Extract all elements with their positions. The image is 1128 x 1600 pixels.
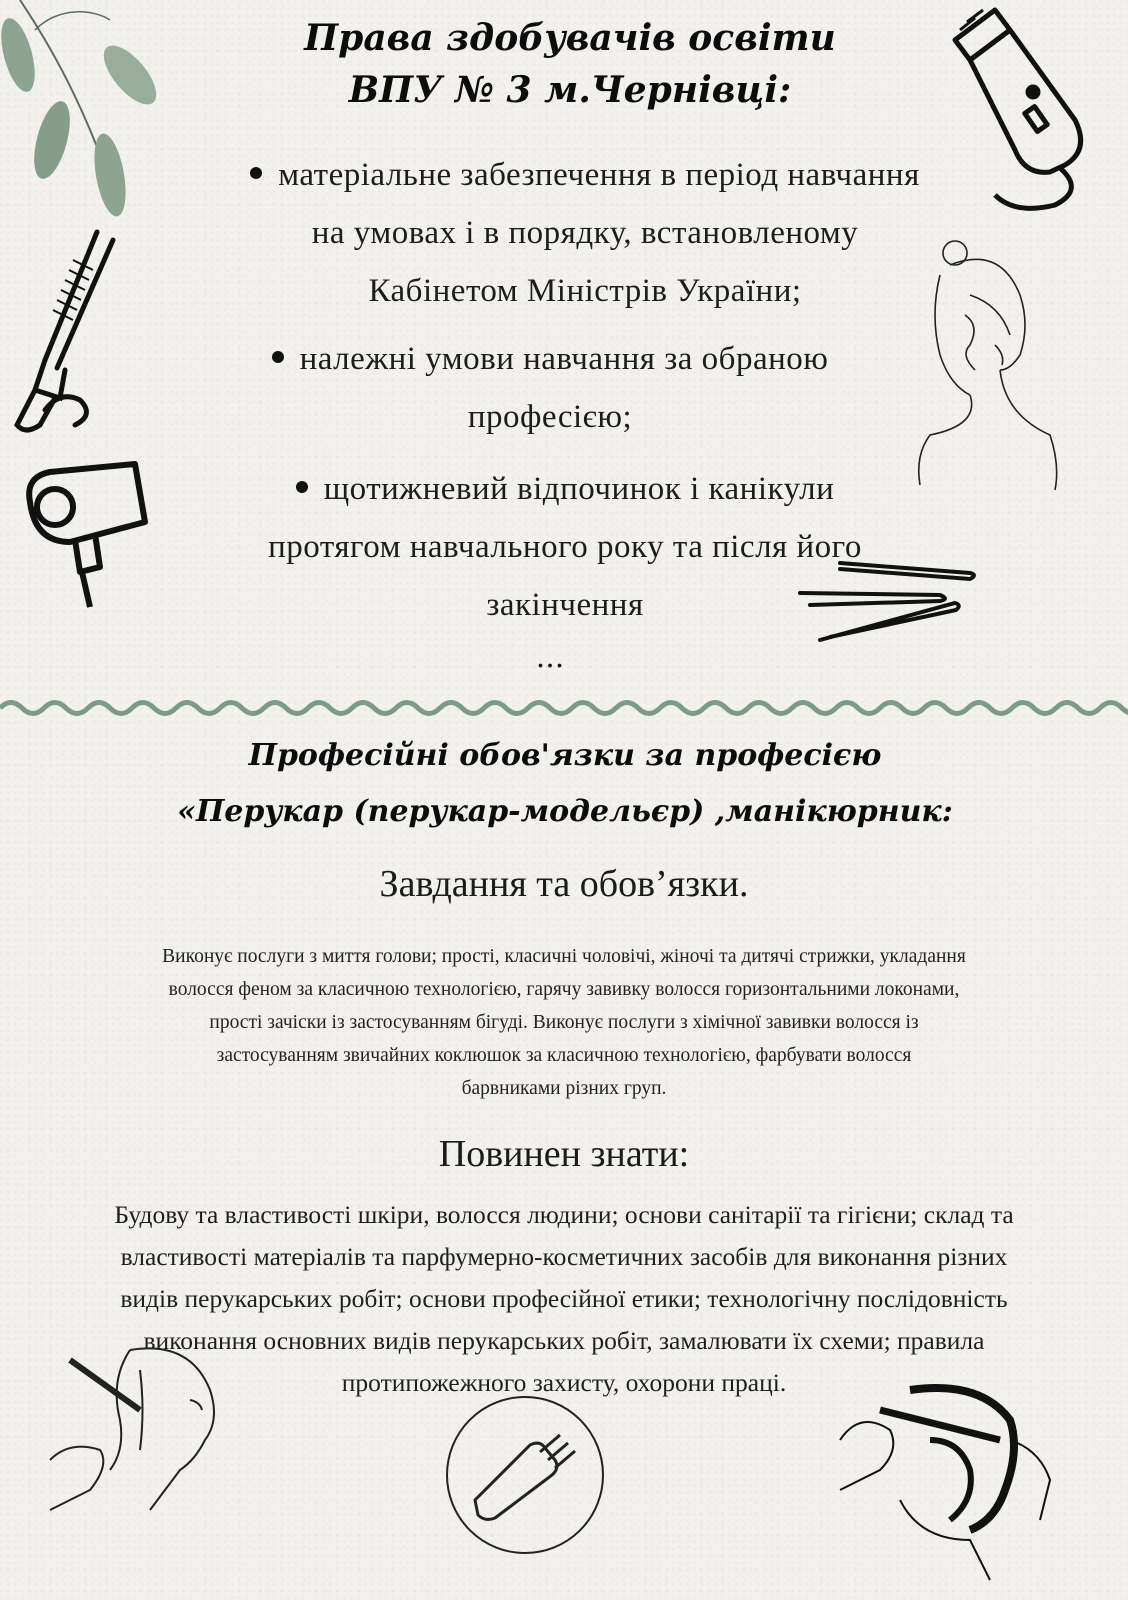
haircut-man-icon [820, 1380, 1060, 1580]
bullet-icon [250, 167, 262, 179]
tasks-paragraph: Виконує послуги з миття голови; прості, класичні чоловічі, жіночі та дитячі стрижки, укладання волосся феном за класичною технологією, гарячу завивку волосся горизонтальними локонами, прості зачіски із застосуванням бігуді. Виконує послуги з хімічної завивки волосся із застосуванням звичайних коклюшок за класичною технологією, фарбувати волосся барвниками різних груп. [162, 946, 966, 1099]
duties-title-line2: «Перукар (перукар-модельєр) ,манікюрник: [177, 794, 953, 829]
duties-title-line1: Професійні обов'язки за професією [248, 738, 882, 773]
tasks-heading: Завдання та обов’язки. [379, 863, 749, 905]
bullet-icon [272, 351, 284, 363]
rights-title-line2: ВПУ № 3 м.Чернівці: [348, 69, 792, 111]
rights-item-material-support: матеріальне забезпечення в період навчання на умовах і в порядку, встановленому Кабінетом Міністрів України; [160, 146, 1010, 320]
rights-title-line1: Права здобувачів освіти [304, 17, 836, 59]
rights-ellipsis: ... [535, 640, 565, 675]
wave-divider [0, 690, 1128, 726]
knowledge-paragraph: Будову та властивості шкіри, волосся людини; основи санітарії та гігієни; склад та властивості матеріалів та парфумерно-косметичних засобів для виконання різних видів перукарських робіт; основи професійної етики; технологічну послідовність виконання основних видів перукарських робіт, замалювати їх схеми; правила протипожежного захисту, охорони праці. [114, 1200, 1014, 1397]
rights-item-study-conditions: належні умови навчання за обраною професією; [150, 330, 950, 446]
bullet-icon [296, 481, 308, 493]
knowledge-heading: Повинен знати: [438, 1133, 690, 1175]
duties-title [100, 728, 1030, 840]
rights-title [200, 12, 940, 116]
comb-circle-icon [440, 1390, 610, 1560]
leaf-branch-icon [0, 0, 170, 250]
wave-line [0, 703, 1128, 714]
curling-iron-icon [5, 220, 115, 450]
rights-item-rest-holidays: щотижневий відпочинок і канікули протягом навчального року та після його закінчення [268, 471, 862, 623]
